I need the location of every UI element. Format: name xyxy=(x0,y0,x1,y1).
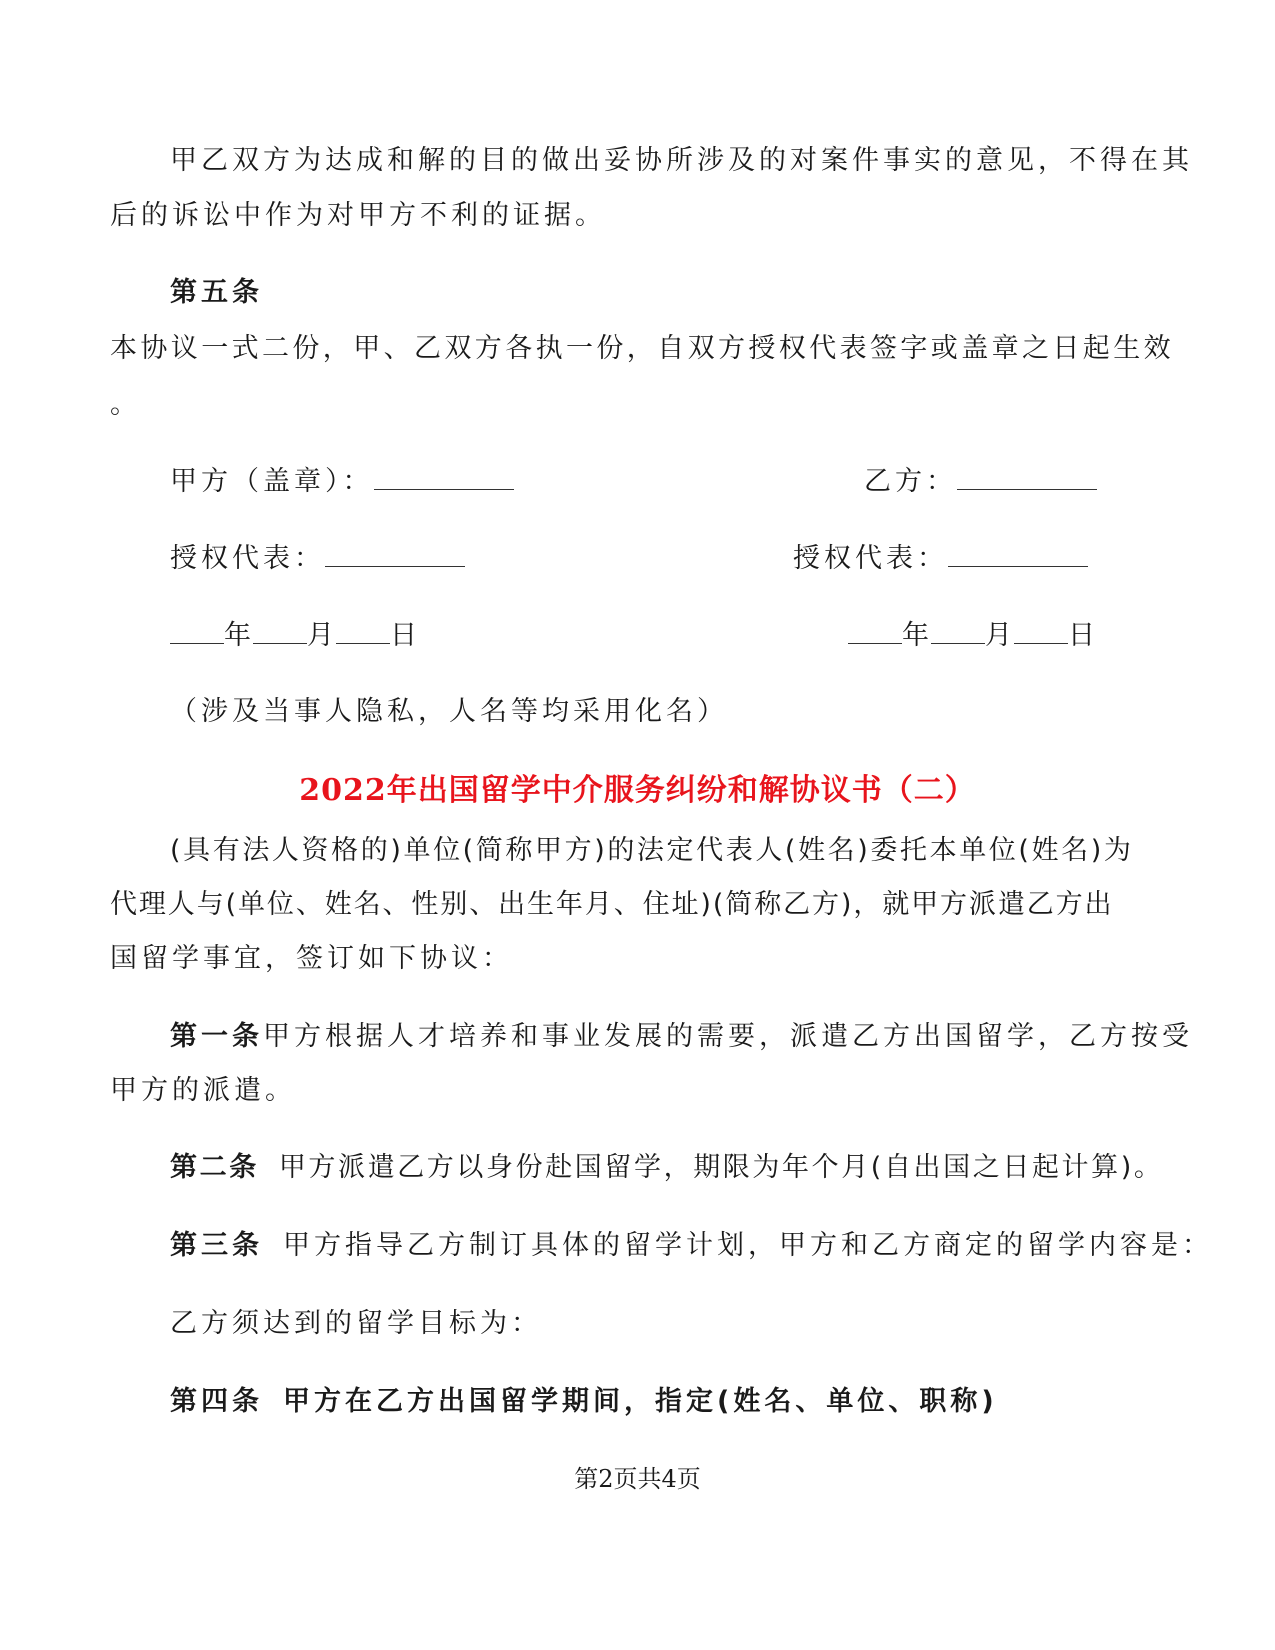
goal-line: 乙方须达到的留学目标为： xyxy=(170,1308,542,1339)
paragraph-line: 后的诉讼中作为对甲方不利的证据。 xyxy=(110,200,606,231)
month-label: 月 xyxy=(985,620,1014,651)
party-a-blank[interactable] xyxy=(374,463,514,490)
article-3-heading: 第三条 xyxy=(170,1230,263,1261)
article-4-line xyxy=(170,1385,998,1419)
year-blank[interactable] xyxy=(170,617,224,644)
paragraph-line: 代理人与(单位、姓名、性别、出生年月、住址)(简称乙方)，就甲方派遣乙方出 xyxy=(110,889,1114,920)
year-blank[interactable] xyxy=(848,617,902,644)
article-1-heading: 第一条 xyxy=(170,1021,263,1052)
article-2-line xyxy=(170,1151,1163,1185)
rep-b-label: 授权代表： xyxy=(793,543,948,574)
party-b-label: 乙方： xyxy=(864,466,957,497)
year-label: 年 xyxy=(224,620,253,651)
year-label: 年 xyxy=(902,620,931,651)
paragraph-line: (具有法人资格的)单位(简称甲方)的法定代表人(姓名)委托本单位(姓名)为 xyxy=(170,835,1134,866)
paragraph-line: 。 xyxy=(110,389,141,420)
article-3-text: 甲方指导乙方制订具体的留学计划，甲方和乙方商定的留学内容是： xyxy=(283,1230,1213,1261)
party-a-label: 甲方（盖章）： xyxy=(170,466,374,497)
article-2-text: 甲方派遣乙方以身份赴国留学，期限为年个月(自出国之日起计算)。 xyxy=(278,1152,1164,1183)
date-a xyxy=(170,617,419,653)
paragraph-line: 国留学事宜，签订如下协议： xyxy=(110,943,513,974)
article-1-line xyxy=(170,1020,1193,1054)
day-blank[interactable] xyxy=(1014,617,1068,644)
day-blank[interactable] xyxy=(336,617,390,644)
rep-b-blank[interactable] xyxy=(948,540,1088,567)
article-5-heading: 第五条 xyxy=(170,277,263,308)
article-3-line xyxy=(170,1229,1213,1263)
page-number: 第2页共4页 xyxy=(574,1465,701,1493)
day-label: 日 xyxy=(1068,620,1097,651)
document-title: 2022年出国留学中介服务纠纷和解协议书（二） xyxy=(299,773,976,808)
month-blank[interactable] xyxy=(253,617,307,644)
month-label: 月 xyxy=(307,620,336,651)
rep-a-label: 授权代表： xyxy=(170,543,325,574)
paragraph-line: 甲方的派遣。 xyxy=(110,1075,296,1106)
rep-a-signature xyxy=(170,540,465,576)
party-b-blank[interactable] xyxy=(957,463,1097,490)
article-2-heading: 第二条 xyxy=(170,1152,259,1183)
day-label: 日 xyxy=(390,620,419,651)
paragraph-line: 甲乙双方为达成和解的目的做出妥协所涉及的对案件事实的意见，不得在其 xyxy=(170,145,1193,176)
party-b-signature xyxy=(864,463,1097,499)
party-a-signature xyxy=(170,463,514,499)
article-4-heading: 第四条 xyxy=(170,1386,263,1417)
rep-a-blank[interactable] xyxy=(325,540,465,567)
article-4-text: 甲方在乙方出国留学期间，指定(姓名、单位、职称) xyxy=(283,1386,998,1417)
date-b xyxy=(848,617,1097,653)
privacy-note: （涉及当事人隐私，人名等均采用化名） xyxy=(170,696,728,727)
paragraph-line: 本协议一式二份，甲、乙双方各执一份，自双方授权代表签字或盖章之日起生效 xyxy=(110,333,1174,364)
article-1-text: 甲方根据人才培养和事业发展的需要，派遣乙方出国留学，乙方按受 xyxy=(263,1021,1193,1052)
rep-b-signature xyxy=(793,540,1088,576)
month-blank[interactable] xyxy=(931,617,985,644)
